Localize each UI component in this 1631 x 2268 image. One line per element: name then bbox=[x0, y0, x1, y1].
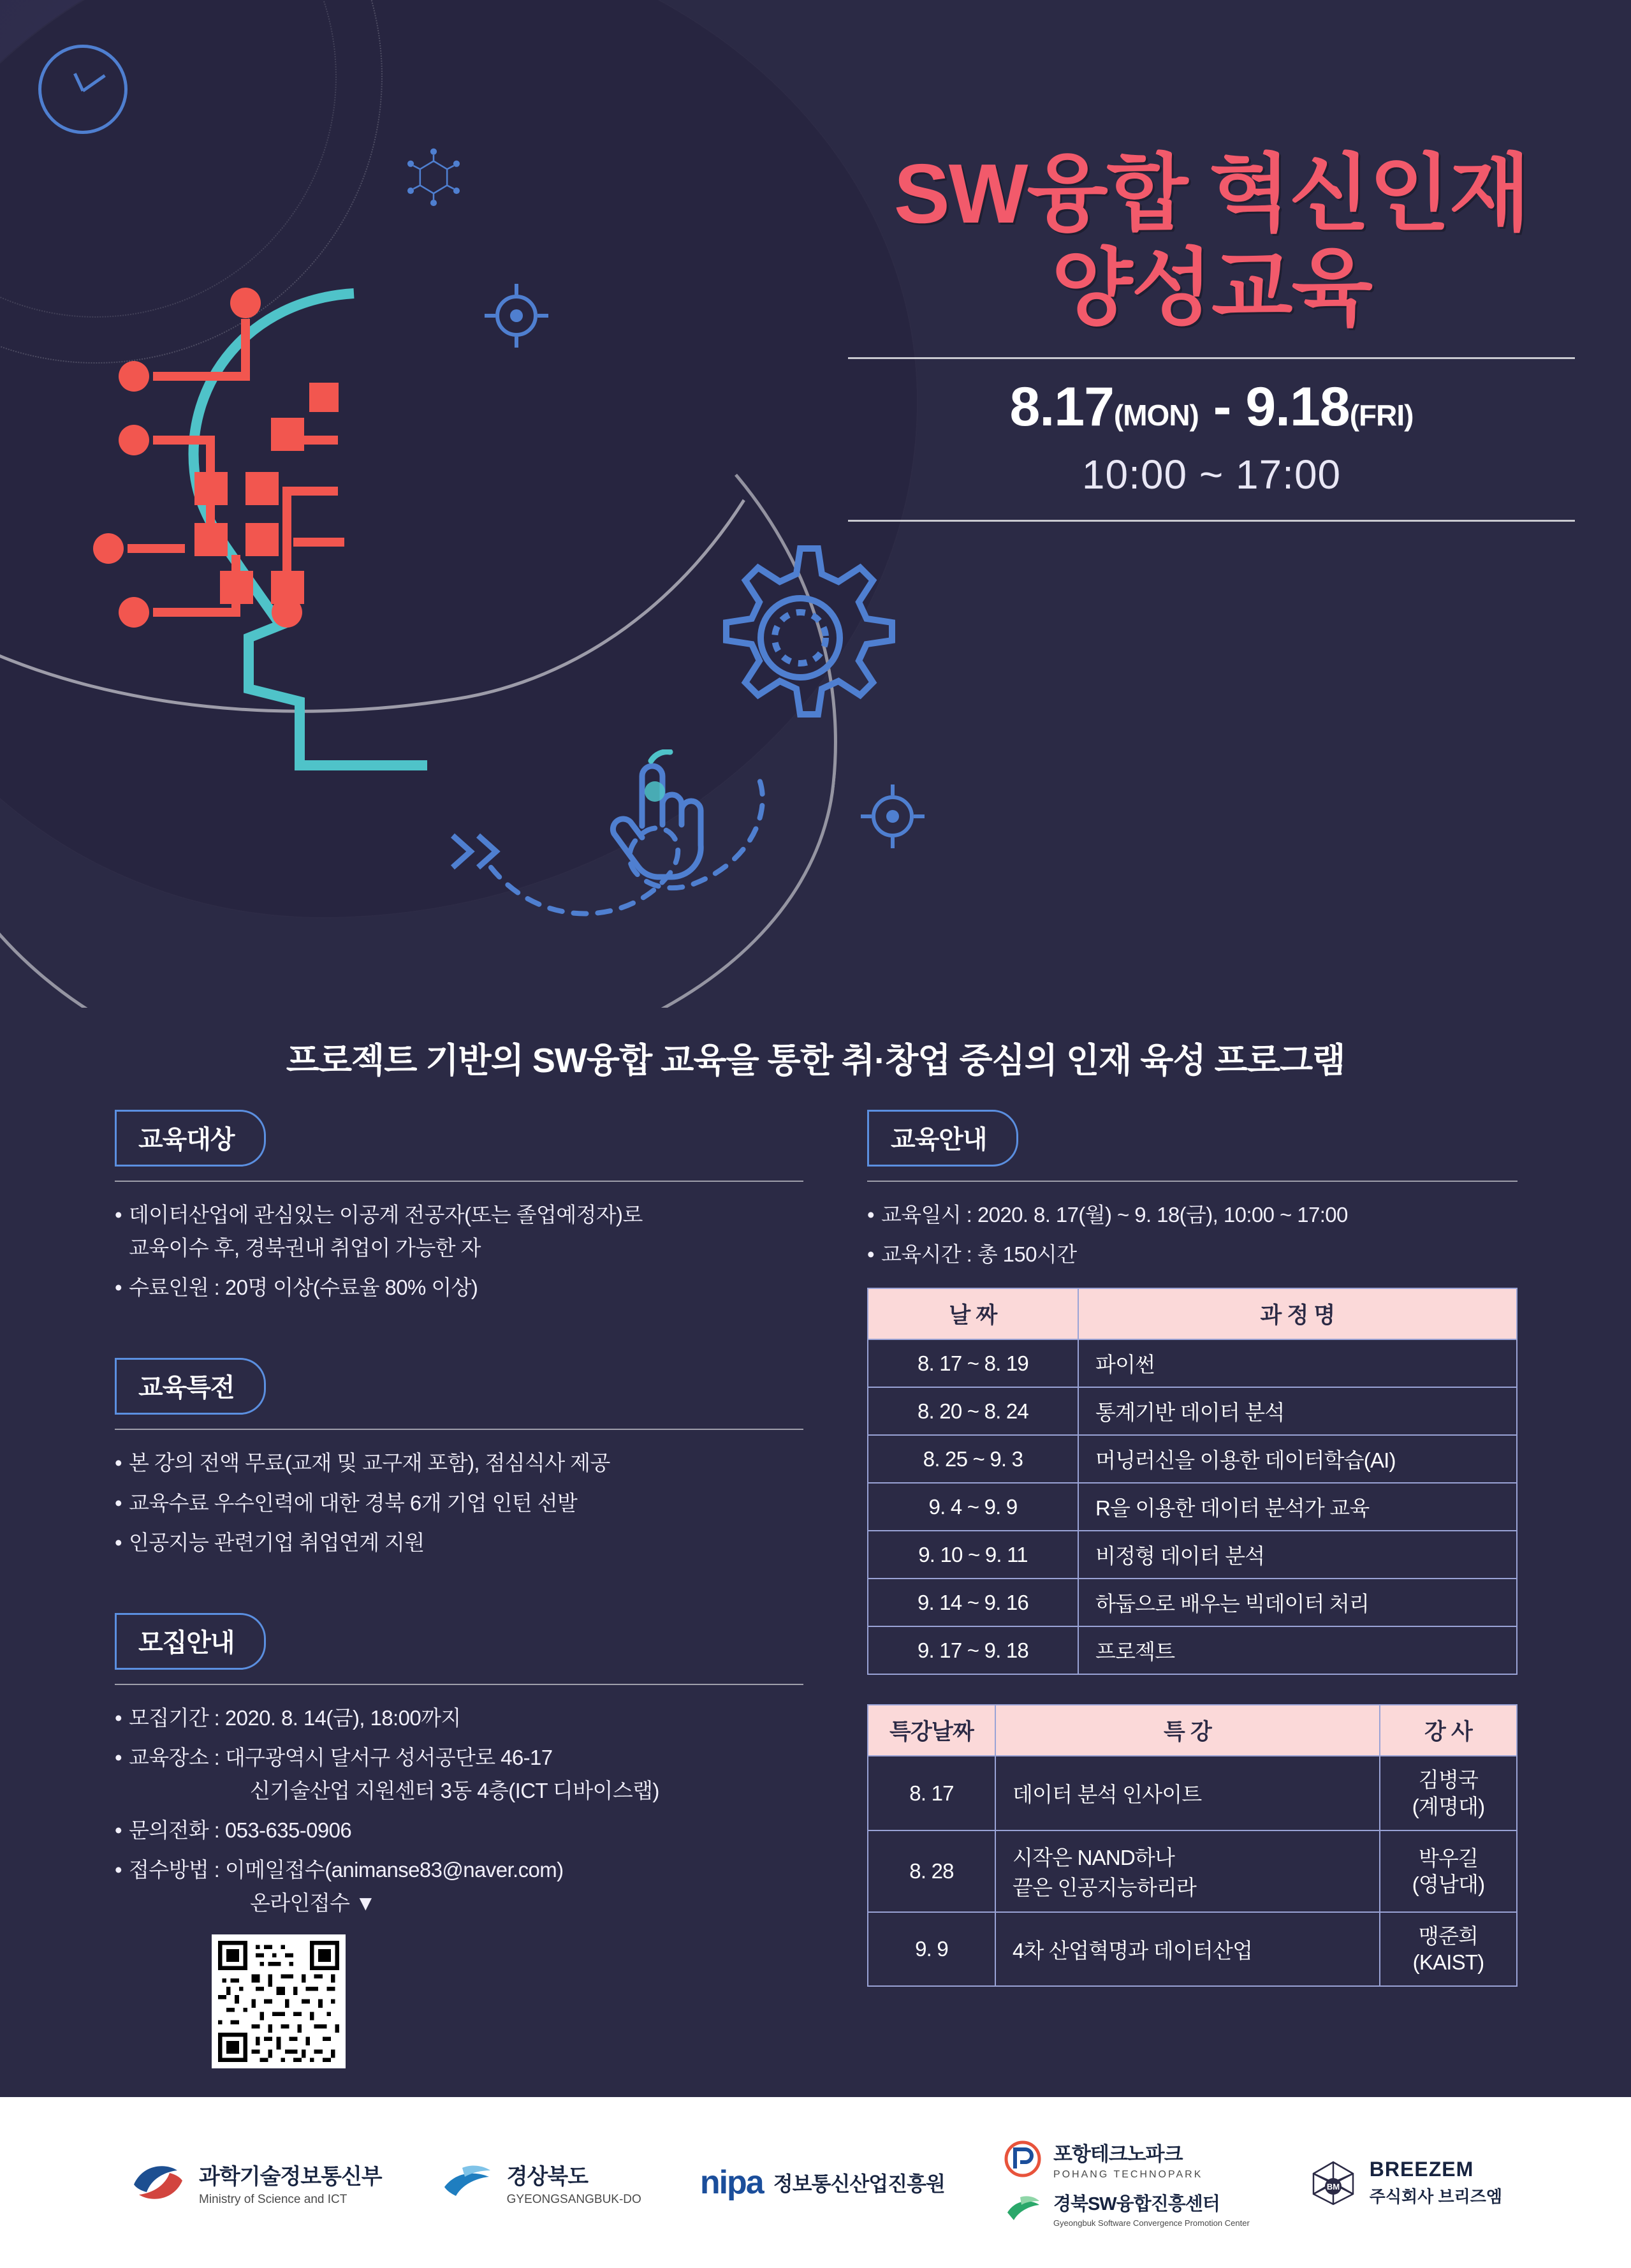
poster-time: 10:00 ~ 17:00 bbox=[1081, 452, 1342, 498]
special-cell-lecturer: 김병국 (계명대) bbox=[1380, 1756, 1517, 1830]
section-divider-recruit bbox=[115, 1684, 803, 1685]
special-cell-date: 8. 28 bbox=[868, 1830, 995, 1912]
curriculum-cell-date: 8. 20 ~ 8. 24 bbox=[868, 1387, 1078, 1435]
date-end: 9.18 bbox=[1245, 376, 1350, 438]
recruit-bullets: • 모집기간 : 2020. 8. 14(금), 18:00까지 • 교육장소 : 대구광역시 달서구 성서공단로 46-17 신기술산업 지원센터 3동 4층(ICT 디바이스랩) • 문의전화 : 053-635-0906 • 접수방법 : 이메일접수(animanse83@naver.com) 온라인접수 ▼ bbox=[115, 1702, 803, 1920]
clock-icon bbox=[38, 45, 128, 134]
table-row bbox=[868, 1483, 1517, 1531]
ministry-emblem-icon bbox=[129, 2160, 187, 2205]
section-divider-benefits bbox=[115, 1429, 803, 1430]
table-row bbox=[868, 1435, 1517, 1483]
curriculum-cell-course: 머닝러신을 이용한 데이터학습(AI) bbox=[1078, 1435, 1517, 1483]
target-item-2: 수료인원 : 20명 이상(수료율 80% 이상) bbox=[129, 1276, 478, 1300]
target-bullets: • 데이터산업에 관심있는 이공계 전공자(또는 졸업예정자)로 교육이수 후, 경북권내 취업이 가능한 자 • 수료인원 : 20명 이상(수료율 80% 이상) bbox=[115, 1198, 803, 1304]
special-cell-topic: 데이터 분석 인사이트 bbox=[995, 1756, 1380, 1830]
table-header-row bbox=[868, 1288, 1517, 1339]
footer-logo-bar bbox=[0, 2097, 1631, 2268]
curriculum-cell-date: 8. 25 ~ 9. 3 bbox=[868, 1435, 1078, 1483]
gyeongsangbuk-emblem-icon bbox=[441, 2161, 495, 2204]
table-row bbox=[868, 1830, 1517, 1912]
logo-ministry bbox=[129, 2159, 382, 2207]
logo-gyeongsangbuk bbox=[441, 2159, 641, 2207]
special-header-date: 특강날짜 bbox=[868, 1705, 995, 1756]
curriculum-cell-date: 9. 4 ~ 9. 9 bbox=[868, 1483, 1078, 1531]
pohang-name-en: POHANG TECHNOPARK bbox=[1053, 2169, 1203, 2180]
recruit-apply-2: 온라인접수 ▼ bbox=[250, 1891, 376, 1915]
title-divider-bottom bbox=[848, 520, 1575, 522]
date-start: 8.17 bbox=[1009, 376, 1114, 438]
special-cell-lecturer: 맹준희 (KAIST) bbox=[1380, 1912, 1517, 1987]
recruit-place: 교육장소 : 대구광역시 달서구 성서공단로 46-17 bbox=[129, 1745, 553, 1769]
nipa-wordmark: nipa bbox=[699, 2164, 763, 2201]
breezem-name-en: BREEZEM bbox=[1369, 2158, 1474, 2181]
gyeongsangbuk-name-en: GYEONGSANGBUK-DO bbox=[506, 2192, 641, 2206]
benefits-item-0: 본 강의 전액 무료(교재 및 교구재 포함), 점심식사 제공 bbox=[129, 1451, 610, 1475]
section-divider-guide bbox=[867, 1181, 1518, 1182]
breezem-icon bbox=[1308, 2160, 1358, 2205]
poster-title-line2: 양성교육 bbox=[1051, 240, 1372, 335]
curriculum-cell-date: 8. 17 ~ 8. 19 bbox=[868, 1339, 1078, 1387]
guide-date: 교육일시 : 2020. 8. 17(월) ~ 9. 18(금), 10:00 ~ 17:00 bbox=[881, 1203, 1348, 1226]
table-row bbox=[868, 1387, 1517, 1435]
benefits-bullets: • 본 강의 전액 무료(교재 및 교구재 포함), 점심식사 제공 • 교육수료 우수인력에 대한 경북 6개 기업 인턴 선발 • 인공지능 관련기업 취업연계 지원 bbox=[115, 1447, 803, 1559]
molecule-icon bbox=[399, 144, 469, 214]
curriculum-cell-date: 9. 17 ~ 9. 18 bbox=[868, 1626, 1078, 1674]
target-item-0: 데이터산업에 관심있는 이공계 전공자(또는 졸업예정자)로 bbox=[129, 1203, 643, 1226]
table-header-row bbox=[868, 1705, 1517, 1756]
table-row bbox=[868, 1531, 1517, 1579]
gyeongbuk-sw-name: 경북SW융합진흥센터 bbox=[1053, 2193, 1220, 2214]
target-item-1: 교육이수 후, 경북권내 취업이 가능한 자 bbox=[129, 1236, 481, 1260]
section-tag-benefits: 교육특전 bbox=[115, 1358, 266, 1415]
special-cell-date: 8. 17 bbox=[868, 1756, 995, 1830]
curriculum-cell-date: 9. 10 ~ 9. 11 bbox=[868, 1531, 1078, 1579]
curriculum-cell-course: 파이썬 bbox=[1078, 1339, 1517, 1387]
head-circuit-illustration bbox=[89, 281, 727, 918]
ministry-name: 과학기술정보통신부 bbox=[199, 2164, 382, 2189]
left-column bbox=[115, 1110, 803, 2068]
poster-title-block bbox=[848, 147, 1575, 522]
table-row bbox=[868, 1339, 1517, 1387]
table-row bbox=[868, 1579, 1517, 1626]
special-header-topic: 특 강 bbox=[995, 1705, 1380, 1756]
hero-banner bbox=[0, 0, 1631, 1008]
poster-subtitle: 프로젝트 기반의 SW융합 교육을 통한 취·창업 중심의 인재 육성 프로그램 bbox=[286, 1042, 1345, 1080]
ministry-name-en: Ministry of Science and ICT bbox=[199, 2192, 347, 2206]
special-cell-lecturer: 박우길 (영남대) bbox=[1380, 1830, 1517, 1912]
right-column bbox=[867, 1110, 1518, 1987]
table-row bbox=[868, 1912, 1517, 1987]
gyeongbuk-sw-icon bbox=[1004, 2192, 1042, 2225]
recruit-apply: 접수방법 : 이메일접수(animanse83@naver.com) bbox=[129, 1858, 564, 1882]
curriculum-table bbox=[867, 1288, 1518, 1675]
curriculum-cell-course: R을 이용한 데이터 분석가 교육 bbox=[1078, 1483, 1517, 1531]
section-tag-target: 교육대상 bbox=[115, 1110, 266, 1167]
gyeongsangbuk-name: 경상북도 bbox=[506, 2164, 589, 2189]
curriculum-cell-course: 프로젝트 bbox=[1078, 1626, 1517, 1674]
section-tag-recruit: 모집안내 bbox=[115, 1613, 266, 1670]
benefits-item-1: 교육수료 우수인력에 대한 경북 6개 기업 인턴 선발 bbox=[129, 1491, 578, 1515]
recruit-period: 모집기간 : 2020. 8. 14(금), 18:00까지 bbox=[129, 1705, 461, 1730]
guide-bullets: • 교육일시 : 2020. 8. 17(월) ~ 9. 18(금), 10:00 ~ 17:00 • 교육시간 : 총 150시간 bbox=[867, 1198, 1518, 1271]
dow-end: (FRI) bbox=[1349, 398, 1414, 432]
recruit-place-2: 신기술산업 지원센터 3동 4층(ICT 디바이스랩) bbox=[250, 1779, 659, 1802]
svg-text:BM: BM bbox=[1326, 2182, 1340, 2191]
curriculum-cell-date: 9. 14 ~ 9. 16 bbox=[868, 1579, 1078, 1626]
logo-group-pohang bbox=[1004, 2138, 1250, 2228]
breezem-name-ko: 주식회사 브리즈엠 bbox=[1369, 2187, 1502, 2206]
special-header-lecturer: 강 사 bbox=[1380, 1705, 1517, 1756]
special-cell-topic: 4차 산업혁명과 데이터산업 bbox=[995, 1912, 1380, 1987]
dow-start: (MON) bbox=[1113, 398, 1199, 432]
nipa-name-ko: 정보통신산업진흥원 bbox=[773, 2172, 945, 2195]
content-area bbox=[0, 1110, 1631, 2086]
special-cell-date: 9. 9 bbox=[868, 1912, 995, 1987]
date-dash: - bbox=[1213, 376, 1231, 438]
table-row bbox=[868, 1626, 1517, 1674]
guide-hours: 교육시간 : 총 150시간 bbox=[881, 1242, 1077, 1267]
logo-gyeongbuk-sw bbox=[1004, 2190, 1250, 2228]
curriculum-header-date: 날 짜 bbox=[868, 1288, 1078, 1339]
pohang-name: 포항테크노파크 bbox=[1053, 2142, 1183, 2165]
logo-breezem bbox=[1308, 2158, 1502, 2207]
title-divider-top bbox=[848, 357, 1575, 359]
curriculum-header-course: 과 정 명 bbox=[1078, 1288, 1517, 1339]
curriculum-cell-course: 통계기반 데이터 분석 bbox=[1078, 1387, 1517, 1435]
poster-date-range bbox=[848, 377, 1575, 438]
recruit-phone: 문의전화 : 053-635-0906 bbox=[129, 1818, 352, 1843]
logo-nipa bbox=[700, 2163, 945, 2202]
gyeongbuk-sw-name-en: Gyeongbuk Software Convergence Promotion Center bbox=[1053, 2218, 1250, 2228]
table-row bbox=[868, 1756, 1517, 1830]
section-tag-guide: 교육안내 bbox=[867, 1110, 1018, 1167]
special-cell-topic: 시작은 NAND하나 끝은 인공지능하리라 bbox=[995, 1830, 1380, 1912]
benefits-item-2: 인공지능 관련기업 취업연계 지원 bbox=[129, 1530, 425, 1554]
target-icon-2 bbox=[858, 781, 928, 851]
qr-code-image bbox=[218, 1941, 339, 2062]
curriculum-cell-course: 하둡으로 배우는 빅데이터 처리 bbox=[1078, 1579, 1517, 1626]
section-divider-target bbox=[115, 1181, 803, 1182]
qr-code[interactable] bbox=[212, 1934, 346, 2068]
poster-title-line1: SW융합 혁신인재 bbox=[893, 147, 1530, 240]
special-lecture-table bbox=[867, 1704, 1518, 1987]
logo-pohang-technopark bbox=[1004, 2138, 1250, 2181]
pohang-technopark-icon bbox=[1004, 2140, 1042, 2177]
curriculum-cell-course: 비정형 데이터 분석 bbox=[1078, 1531, 1517, 1579]
